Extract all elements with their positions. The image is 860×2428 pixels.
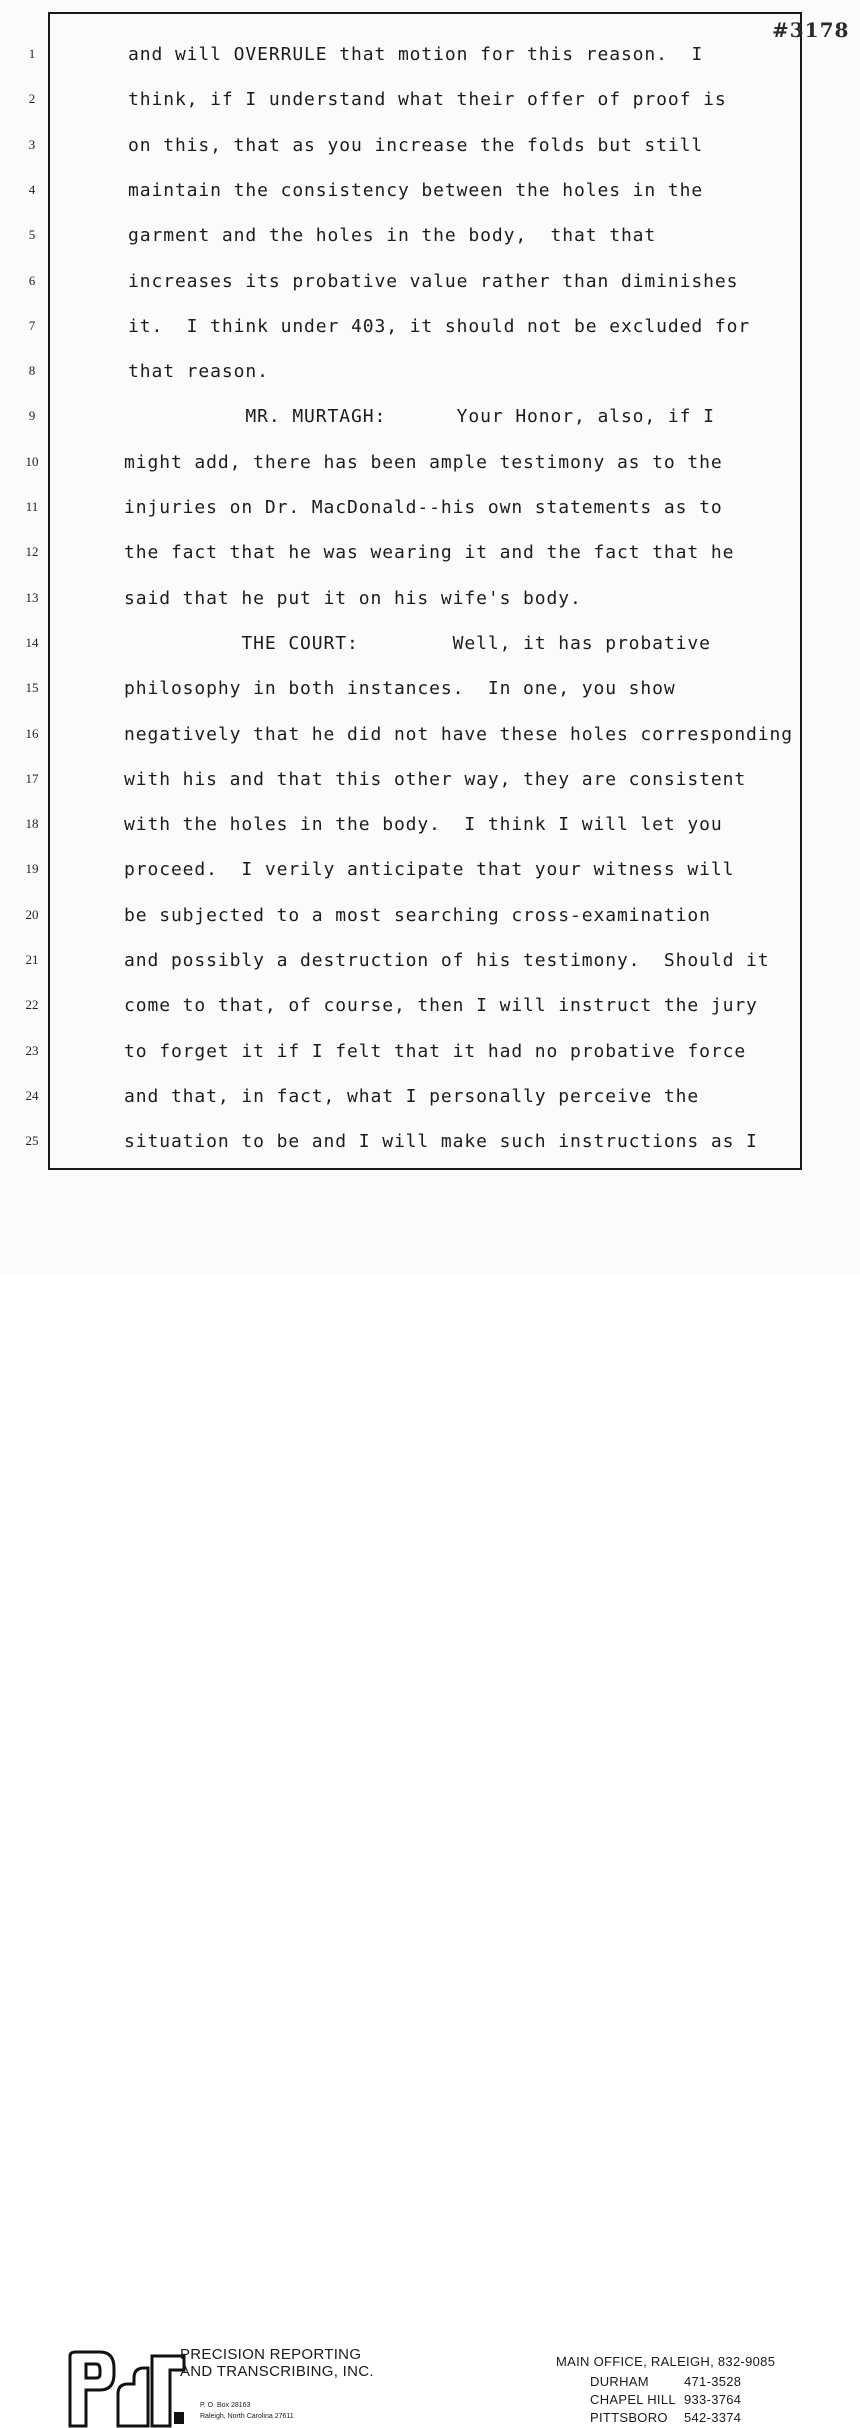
firm-name-line2: AND TRANSCRIBING, INC. <box>180 2363 374 2380</box>
line-number: 9 <box>28 408 36 424</box>
line-number: 24 <box>25 1087 39 1103</box>
line-number: 10 <box>25 453 39 469</box>
office-phone: 542-3374 <box>684 2410 742 2425</box>
line-number: 20 <box>25 906 39 922</box>
office-phone: 471-3528 <box>684 2374 742 2389</box>
line-number: 25 <box>25 1133 39 1149</box>
line-number: 14 <box>25 634 39 650</box>
transcript-line: increases its probative value rather than diminishes <box>128 270 739 292</box>
line-number: 21 <box>25 952 39 967</box>
firm-po-box: P. O. Box 28163 <box>200 2402 251 2409</box>
transcript-line: might add, there has been ample testimony as to the <box>124 451 723 473</box>
line-number: 8 <box>28 363 36 379</box>
line-number: 1 <box>28 46 36 61</box>
transcript-line: with the holes in the body. I think I will let you <box>124 814 723 836</box>
line-number: 4 <box>28 181 36 197</box>
line-number: 5 <box>28 227 36 243</box>
transcript-line: that reason. <box>128 361 269 383</box>
office-phone: 933-3764 <box>684 2392 742 2407</box>
transcript-line: proceed. I verily anticipate that your witness will <box>124 859 735 881</box>
transcript-line: with his and that this other way, they are consistent <box>124 768 747 790</box>
office-name: PITTSBORO <box>590 2410 668 2425</box>
line-number: 2 <box>28 91 36 107</box>
transcript-line: MR. MURTAGH: Your Honor, also, if I <box>128 406 715 428</box>
line-number: 6 <box>28 272 36 288</box>
transcript-line: injuries on Dr. MacDonald--his own statements as to <box>124 497 723 518</box>
line-number: 7 <box>28 317 36 333</box>
transcript-line: garment and the holes in the body, that that <box>128 225 657 247</box>
transcript-line: said that he put it on his wife's body. <box>124 587 582 609</box>
transcript-line: the fact that he was wearing it and the fact that he <box>124 542 735 564</box>
transcript-line: maintain the consistency between the holes in the <box>128 179 704 201</box>
transcript-line: be subjected to a most searching cross-examination <box>124 904 711 926</box>
line-number: 3 <box>28 136 36 152</box>
line-number: 17 <box>25 770 39 786</box>
transcript-line: come to that, of course, then I will instruct the jury <box>124 995 758 1017</box>
firm-city: Raleigh, North Carolina 27611 <box>200 2413 294 2420</box>
transcript-line: THE COURT: Well, it has probative <box>124 632 711 654</box>
transcript-line: and will OVERRULE that motion for this reason. I <box>128 44 704 65</box>
line-number: 13 <box>25 589 39 605</box>
transcript-line: and possibly a destruction of his testimony. Should it <box>124 950 770 971</box>
office-name: DURHAM <box>590 2374 649 2389</box>
transcript-line: to forget it if I felt that it had no probative force <box>124 1040 747 1062</box>
transcript-line: philosophy in both instances. In one, you show <box>124 678 676 700</box>
transcript-line: think, if I understand what their offer of proof is <box>128 89 727 111</box>
transcript-line: and that, in fact, what I personally perceive the <box>124 1085 700 1107</box>
line-number: 23 <box>25 1042 39 1058</box>
transcript-line: negatively that he did not have these holes corresponding <box>124 723 794 745</box>
line-number: 12 <box>25 544 39 560</box>
line-number: 19 <box>25 861 39 877</box>
transcript-line: it. I think under 403, it should not be excluded for <box>128 315 751 337</box>
line-number: 18 <box>25 816 39 832</box>
page-footer <box>0 1170 860 2425</box>
firm-name-line1: PRECISION REPORTING <box>180 2346 362 2363</box>
transcript-line: on this, that as you increase the folds but still <box>128 134 704 156</box>
main-office: MAIN OFFICE, RALEIGH, 832-9085 <box>556 2354 776 2369</box>
office-name: CHAPEL HILL <box>590 2392 676 2407</box>
line-number: 11 <box>25 499 39 514</box>
line-number: 16 <box>25 725 39 741</box>
line-number: 15 <box>25 680 39 696</box>
transcript-line: situation to be and I will make such instructions as I <box>124 1131 758 1153</box>
company-logo <box>66 2350 186 2428</box>
line-number: 22 <box>25 997 39 1013</box>
page-stamp: #3178 <box>772 18 850 42</box>
